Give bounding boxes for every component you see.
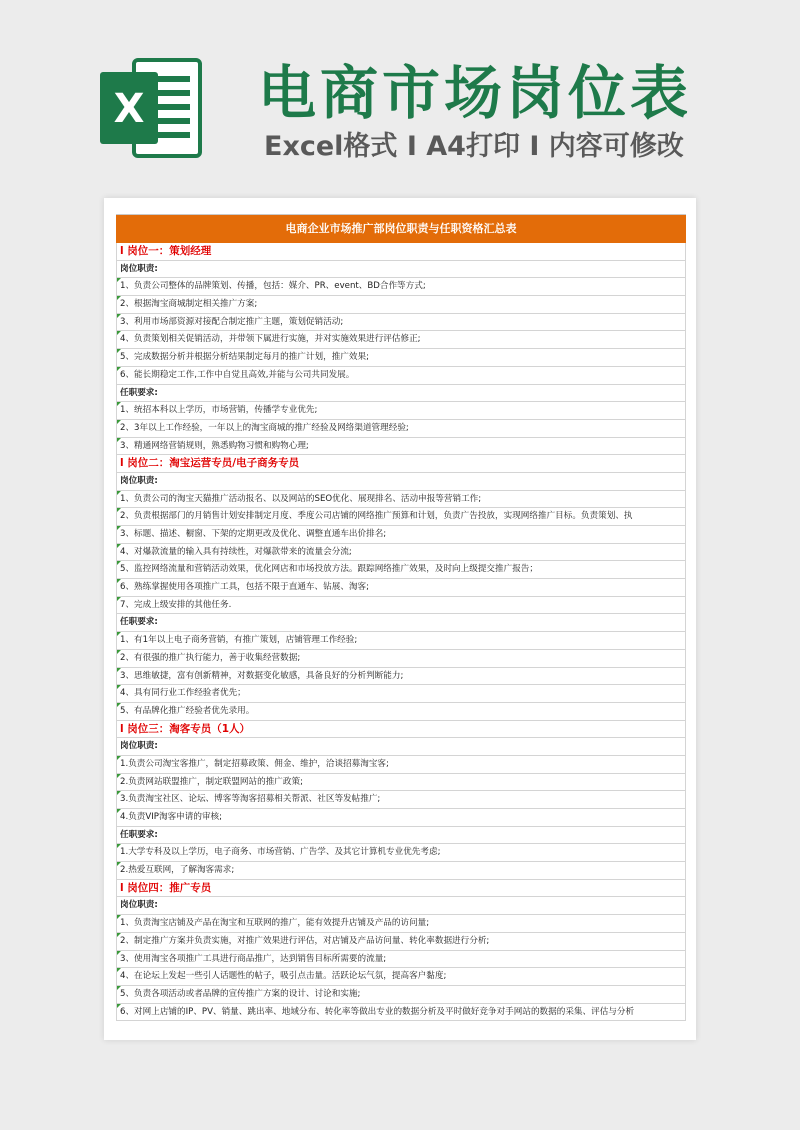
page-subtitle: Excel格式 I A4打印 I 内容可修改 [264, 131, 684, 162]
table-banner: 电商企业市场推广部岗位职责与任职资格汇总表 [116, 215, 686, 243]
table-row: 1、有1年以上电子商务营销，有推广策划，店铺管理工作经验; [116, 632, 686, 650]
section-heading: l 岗位三：淘客专员（1人） [116, 721, 686, 739]
page-title: 电商市场岗位表 [258, 59, 693, 127]
table-row: 5、有品牌化推广经验者优先录用。 [116, 703, 686, 721]
table-row: 4、对爆款流量的输入具有持续性，对爆款带来的流量会分流; [116, 544, 686, 562]
table-row: 2、3年以上工作经验，一年以上的淘宝商城的推广经验及网络渠道管理经验; [116, 420, 686, 438]
field-label: 岗位职责: [116, 261, 686, 279]
table-row: 2、制定推广方案并负责实施，对推广效果进行评估，对店铺及产品访问量、转化率数据进行分析; [116, 933, 686, 951]
table-row: 5、完成数据分析并根据分析结果制定每月的推广计划，推广效果; [116, 349, 686, 367]
field-label: 任职要求: [116, 827, 686, 845]
table-row: 1、统招本科以上学历，市场营销，传播学专业优先; [116, 402, 686, 420]
table-row: 4、具有同行业工作经验者优先； [116, 685, 686, 703]
section-heading: l 岗位四：推广专员 [116, 880, 686, 898]
table-row: 3.负责淘宝社区、论坛、博客等淘客招募相关帮派、社区等发帖推广; [116, 791, 686, 809]
table-row: 2、根据淘宝商城制定相关推广方案; [116, 296, 686, 314]
table-row: 2、负责根据部门的月销售计划安排制定月度、季度公司店铺的网络推广预算和计划，负责广告投放，实现网络推广目标。负责策划、执 [116, 508, 686, 526]
table-row: 5、监控网络流量和营销活动效果，优化网店和市场投放方法。跟踪网络推广效果，及时向上级提交推广报告； [116, 561, 686, 579]
field-label: 任职要求: [116, 385, 686, 403]
table-row: 1.大学专科及以上学历，电子商务、市场营销、广告学、及其它计算机专业优先考虑; [116, 844, 686, 862]
table-row: 3、利用市场部资源对接配合制定推广主题，策划促销活动; [116, 314, 686, 332]
table-row: 7、完成上级安排的其他任务. [116, 597, 686, 615]
page-header [0, 0, 800, 190]
table-row: 2.热爱互联网，了解淘客需求; [116, 862, 686, 880]
table-row: 1、负责公司整体的品牌策划、传播，包括：媒介、PR、event、BD合作等方式; [116, 278, 686, 296]
field-label: 岗位职责: [116, 473, 686, 491]
table-row: 3、思维敏捷，富有创新精神，对数据变化敏感，具备良好的分析判断能力; [116, 668, 686, 686]
table-row: 2.负责网站联盟推广，制定联盟网站的推广政策; [116, 774, 686, 792]
table-row: 3、标题、描述、橱窗、下架的定期更改及优化、调整直通车出价排名; [116, 526, 686, 544]
table-row: 2、有很强的推广执行能力，善于收集经营数据; [116, 650, 686, 668]
table-row: 6、对网上店铺的IP、PV、销量、跳出率、地域分布、转化率等做出专业的数据分析及平时做好竞争对手网站的数据的采集、评估与分析 [116, 1004, 686, 1022]
section-heading: l 岗位二：淘宝运营专员/电子商务专员 [116, 455, 686, 473]
table-row: 4、在论坛上发起一些引人话题性的帖子，吸引点击量。活跃论坛气氛，提高客户黏度; [116, 968, 686, 986]
table-row: 4、负责策划相关促销活动，并带领下属进行实施，并对实施效果进行评估修正; [116, 331, 686, 349]
logo-letter: X [113, 86, 145, 132]
spreadsheet-preview [104, 198, 696, 1040]
job-table [116, 214, 686, 1021]
table-row: 1、负责公司的淘宝天猫推广活动报名、以及网站的SEO优化、展现排名、活动申报等营销工作; [116, 491, 686, 509]
field-label: 任职要求: [116, 614, 686, 632]
table-row: 3、精通网络营销规则，熟悉购物习惯和购物心理; [116, 438, 686, 456]
table-row: 4.负责VIP淘客申请的审核; [116, 809, 686, 827]
table-row: 3、使用淘宝各项推广工具进行商品推广，达到销售目标所需要的流量; [116, 951, 686, 969]
section-heading: l 岗位一：策划经理 [116, 243, 686, 261]
table-row: 5、负责各项活动或者品牌的宣传推广方案的设计、讨论和实施; [116, 986, 686, 1004]
table-row: 6、能长期稳定工作,工作中自觉且高效,并能与公司共同发展。 [116, 367, 686, 385]
table-row: 1.负责公司淘宝客推广，制定招募政策、佣金、维护，洽谈招募淘宝客; [116, 756, 686, 774]
field-label: 岗位职责: [116, 897, 686, 915]
field-label: 岗位职责: [116, 738, 686, 756]
table-row: 1、负责淘宝店铺及产品在淘宝和互联网的推广，能有效提升店铺及产品的访问量; [116, 915, 686, 933]
table-row: 6、熟练掌握使用各项推广工具，包括不限于直通车、钻展、淘客; [116, 579, 686, 597]
excel-logo-icon [100, 56, 204, 160]
